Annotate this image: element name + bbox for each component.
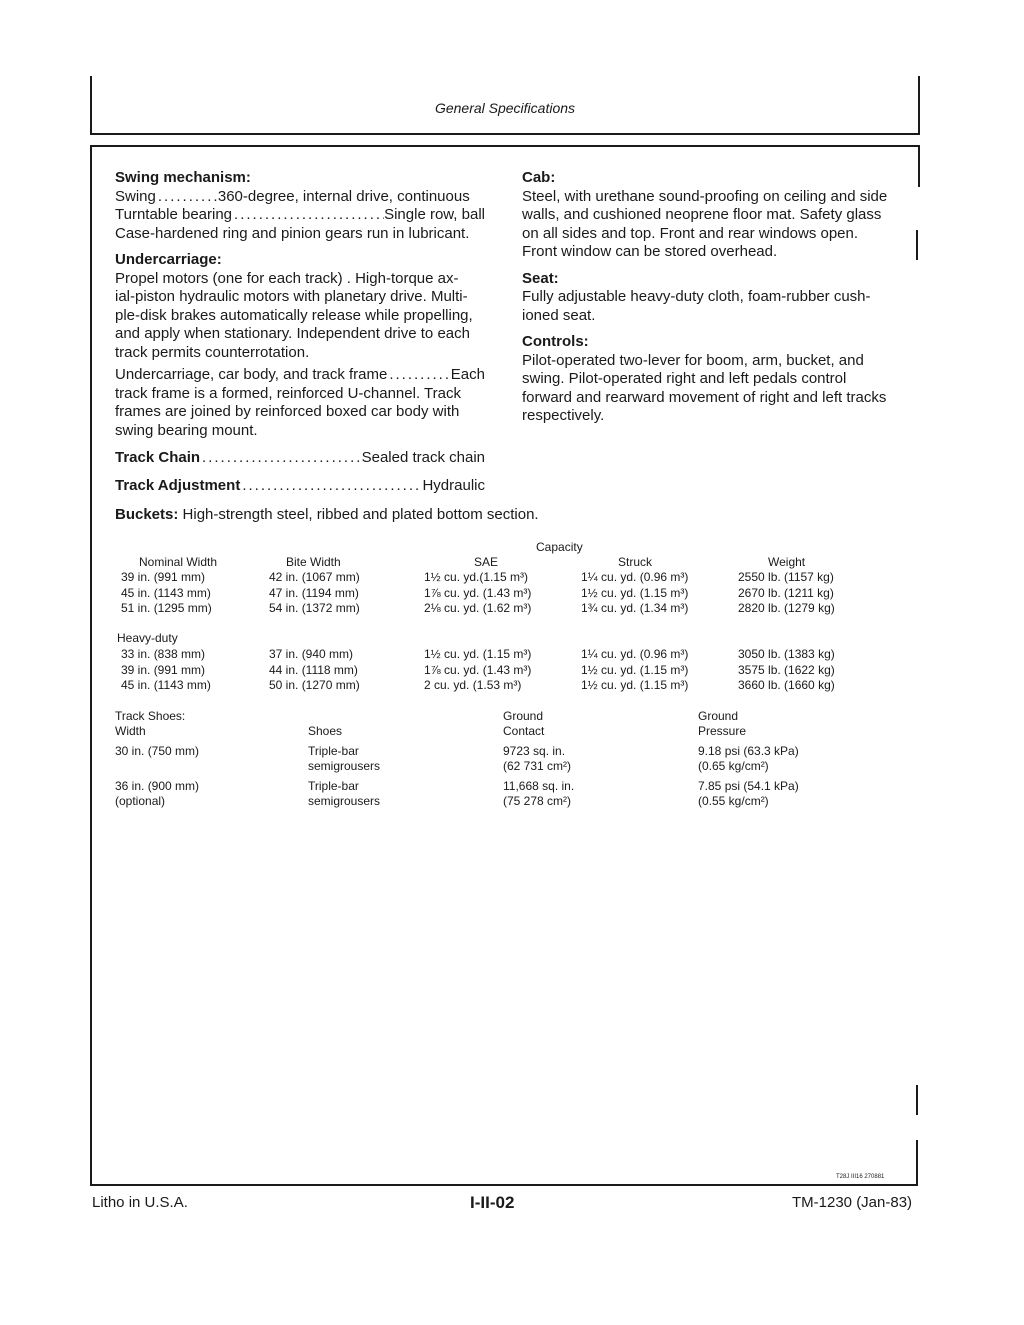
table-cell: 1½ cu. yd. (1.15 m³) — [581, 663, 689, 677]
shoe-col-header-width-line-1: Track Shoes: — [115, 709, 186, 723]
swing-label: Swing — [115, 187, 156, 205]
propel-line-3: ple-disk brakes automatically release while propelling, — [115, 306, 473, 324]
table-cell: 2 cu. yd. (1.53 m³) — [424, 678, 522, 692]
buckets-text: High-strength steel, ribbed and plated bottom section. — [182, 506, 539, 523]
turntable-label: Turntable bearing — [115, 206, 233, 223]
shoe-col-header-pressure-line-1: Ground — [698, 709, 739, 723]
undercarriage-heading: Undercarriage: — [115, 251, 222, 268]
track-chain-label: Track Chain — [115, 449, 201, 466]
shoe-cell: semigrousers — [308, 759, 381, 773]
shoe-cell: (75 278 cm²) — [503, 794, 572, 808]
figure-code: T28J III16 270881 — [836, 1174, 885, 1180]
table-cell: 50 in. (1270 mm) — [269, 678, 360, 692]
frame-line-3: frames are joined by reinforced boxed car body with — [115, 403, 460, 420]
table-cell: 45 in. (1143 mm) — [121, 586, 211, 600]
shoe-cell: (62 731 cm²) — [503, 759, 572, 773]
table-cell: 42 in. (1067 mm) — [269, 570, 360, 584]
turntable-value: Single row, ball — [384, 206, 485, 223]
table-cell: 1⅞ cu. yd. (1.43 m³) — [424, 663, 532, 677]
capacity-header: Capacity — [536, 540, 583, 554]
controls-line-2: swing. Pilot-operated right and left pedals control — [522, 370, 847, 387]
table-cell: 51 in. (1295 mm) — [121, 601, 212, 615]
col-header-struck: Struck — [618, 555, 653, 569]
controls-line-1: Pilot-operated two-lever for boom, arm, bucket, and — [522, 351, 864, 369]
controls-line-3: forward and rearward movement of right and left tracks — [522, 388, 887, 406]
track-chain-value: Sealed track chain — [361, 449, 485, 466]
heavy-duty-label: Heavy-duty — [117, 631, 178, 645]
table-cell: 39 in. (991 mm) — [121, 663, 206, 677]
propel-line-4: and apply when stationary. Independent drive to each — [115, 325, 470, 342]
shoe-col-header-contact-line-1: Ground — [503, 709, 544, 723]
shoe-cell: Triple-bar — [308, 779, 359, 793]
controls-heading: Controls: — [522, 333, 589, 350]
table-cell: 1½ cu. yd. (1.15 m³) — [581, 586, 689, 600]
table-cell: 39 in. (991 mm) — [121, 570, 206, 584]
shoe-cell: Triple-bar — [308, 744, 359, 758]
table-cell: 3575 lb. (1622 kg) — [738, 663, 835, 677]
swing-value: 360-degree, internal drive, continuous — [217, 187, 470, 205]
shoe-cell: (0.65 kg/cm²) — [698, 759, 769, 773]
shoe-col-header-pressure-line-2: Pressure — [698, 724, 747, 738]
frame-label: Undercarriage, car body, and track frame — [115, 366, 388, 383]
gears-text: Case-hardened ring and pinion gears run in lubricant. — [115, 224, 470, 242]
table-cell: 47 in. (1194 mm) — [269, 586, 359, 600]
swing-mechanism-heading: Swing mechanism: — [115, 169, 251, 186]
cab-heading: Cab: — [522, 169, 556, 186]
table-cell: 1½ cu. yd. (1.15 m³) — [581, 678, 689, 692]
table-cell: 2⅛ cu. yd. (1.62 m³) — [424, 601, 532, 615]
table-cell: 33 in. (838 mm) — [121, 647, 206, 661]
propel-line-2: ial-piston hydraulic motors with planetary drive. Multi- — [115, 288, 468, 305]
footer-tm-number: TM-1230 (Jan-83) — [792, 1194, 913, 1211]
table-cell: 1½ cu. yd.(1.15 m³) — [424, 570, 529, 584]
page-number: I-II-02 — [470, 1193, 515, 1212]
track-adjustment-value: Hydraulic — [422, 476, 485, 494]
col-header-nominal-width: Nominal Width — [139, 555, 218, 569]
table-cell: 2550 lb. (1157 kg) — [738, 570, 834, 584]
cab-line-3: on all sides and top. Front and rear windows open. — [522, 224, 859, 242]
shoe-col-header-width-line-2: Width — [115, 724, 146, 738]
table-cell: 45 in. (1143 mm) — [121, 678, 211, 692]
shoe-cell: 30 in. (750 mm) — [115, 744, 200, 758]
table-cell: 2670 lb. (1211 kg) — [738, 586, 834, 600]
shoe-cell: (0.55 kg/cm²) — [698, 794, 769, 808]
table-cell: 1½ cu. yd. (1.15 m³) — [424, 647, 532, 661]
shoe-cell: 9.18 psi (63.3 kPa) — [698, 744, 799, 758]
table-cell: 1¼ cu. yd. (0.96 m³) — [581, 647, 689, 661]
page-header-title: General Specifications — [434, 100, 576, 116]
cab-line-1: Steel, with urethane sound-proofing on ceiling and side — [522, 187, 888, 205]
seat-line-2: ioned seat. — [522, 306, 596, 324]
table-cell: 1¾ cu. yd. (1.34 m³) — [581, 601, 689, 615]
cab-line-2: walls, and cushioned neoprene floor mat. Safety glass — [522, 206, 882, 223]
table-cell: 1¼ cu. yd. (0.96 m³) — [581, 570, 689, 584]
track-adjustment-label: Track Adjustment — [115, 476, 241, 494]
shoe-col-header-shoes: Shoes — [308, 724, 343, 738]
col-header-sae: SAE — [474, 555, 499, 569]
table-cell: 3050 lb. (1383 kg) — [738, 647, 835, 661]
table-cell: 2820 lb. (1279 kg) — [738, 601, 835, 615]
propel-line-1: Propel motors (one for each track) . High-torque ax- — [115, 269, 459, 287]
shoe-cell: 36 in. (900 mm) — [115, 779, 200, 793]
seat-heading: Seat: — [522, 269, 559, 287]
col-header-bite-width: Bite Width — [286, 555, 341, 569]
shoe-cell: (optional) — [115, 794, 166, 808]
shoe-cell: 7.85 psi (54.1 kPa) — [698, 779, 799, 793]
table-cell: 3660 lb. (1660 kg) — [738, 678, 835, 692]
frame-value: Each — [450, 366, 485, 383]
shoe-col-header-contact-line-2: Contact — [503, 724, 545, 738]
shoe-cell: 11,668 sq. in. — [503, 779, 575, 793]
shoe-cell: 9723 sq. in. — [503, 744, 566, 758]
seat-line-1: Fully adjustable heavy-duty cloth, foam-rubber cush- — [522, 288, 871, 305]
cab-line-4: Front window can be stored overhead. — [522, 243, 778, 260]
table-cell: 44 in. (1118 mm) — [269, 663, 358, 677]
controls-line-4: respectively. — [522, 407, 605, 424]
table-cell: 37 in. (940 mm) — [269, 647, 354, 661]
footer-litho: Litho in U.S.A. — [92, 1194, 188, 1211]
table-cell: 54 in. (1372 mm) — [269, 601, 360, 615]
propel-line-5: track permits counterrotation. — [115, 343, 310, 361]
table-cell: 1⅞ cu. yd. (1.43 m³) — [424, 586, 532, 600]
shoe-cell: semigrousers — [308, 794, 381, 808]
buckets-label: Buckets: — [115, 506, 179, 523]
frame-line-2: track frame is a formed, reinforced U-channel. Track — [115, 384, 461, 402]
frame-line-4: swing bearing mount. — [115, 421, 258, 439]
col-header-weight: Weight — [768, 555, 806, 569]
